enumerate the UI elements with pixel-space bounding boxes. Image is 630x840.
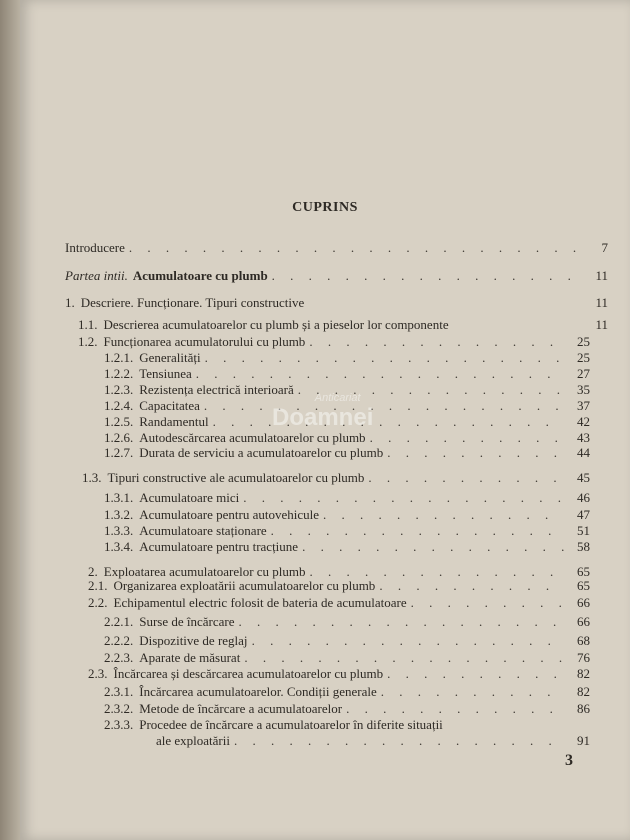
toc-entry-number: 1.3. — [82, 470, 102, 485]
toc-leader-dots — [213, 414, 564, 430]
toc-entry-page: 44 — [577, 445, 590, 460]
toc-entry-page: 11 — [595, 295, 608, 310]
toc-entry — [104, 614, 590, 630]
toc-entry-page: 7 — [601, 240, 608, 255]
toc-entry — [104, 430, 590, 446]
toc-entry-page: 66 — [577, 595, 590, 610]
toc-entry-number: 2.2. — [88, 595, 108, 610]
toc-entry-page: 43 — [577, 430, 590, 445]
toc-entry-title: Organizarea exploatării acumulatoarelor cu plumb — [113, 578, 376, 593]
toc-entry-number: 2.3.2. — [104, 701, 134, 716]
toc-leader-dots — [234, 733, 564, 749]
watermark-logo — [272, 392, 373, 432]
toc-leader-dots — [323, 507, 564, 523]
toc-entry-number: 1.2.7. — [104, 445, 134, 460]
toc-entry-page: 68 — [577, 633, 590, 648]
toc-entry-number: 2.3.1. — [104, 684, 134, 699]
toc-entry-title: Încărcarea și descărcarea acumulatoarelor cu plumb — [113, 666, 384, 681]
toc-entry-number: 2.2.3. — [104, 650, 134, 665]
toc-entry — [104, 539, 590, 555]
toc-entry-page: 65 — [577, 578, 590, 593]
toc-entry-number: 1.2.6. — [104, 430, 134, 445]
toc-leader-dots — [244, 650, 564, 666]
toc-entry-page: 51 — [577, 523, 590, 538]
toc-entry-number: 2.1. — [88, 578, 108, 593]
toc-entry — [65, 240, 608, 256]
toc-title: CUPRINS — [292, 200, 358, 215]
toc-entry-title: Aparate de măsurat — [139, 650, 241, 665]
toc-entry-number: 1. — [65, 295, 75, 310]
toc-entry — [65, 268, 608, 284]
toc-entry — [104, 717, 590, 733]
toc-leader-dots — [239, 614, 564, 630]
toc-entry — [88, 666, 590, 682]
watermark-line1: Anticariat — [314, 392, 361, 404]
toc-entry — [104, 523, 590, 539]
toc-leader-dots — [387, 666, 564, 682]
toc-entry-page: 66 — [577, 614, 590, 629]
toc-entry-page: 91 — [577, 733, 590, 748]
toc-entry-title: Acumulatoare cu plumb — [132, 268, 268, 283]
toc-entry-title: Tensiunea — [139, 366, 192, 381]
toc-entry-title: Acumulatoare mici — [139, 490, 240, 505]
toc-entry — [156, 733, 590, 749]
toc-entry-title: Capacitatea — [139, 398, 200, 413]
toc-entry-page: 82 — [577, 684, 590, 699]
toc-leader-dots — [205, 350, 564, 366]
toc-entry-title: Procedee de încărcare a acumulatoarelor în diferite situații — [139, 717, 443, 732]
toc-entry — [78, 334, 590, 350]
toc-entry-number: 1.2.4. — [104, 398, 134, 413]
toc-leader-dots — [381, 684, 564, 700]
toc-entry — [104, 684, 590, 700]
toc-entry-number: 2.3.3. — [104, 717, 134, 732]
toc-entry-number: 1.2.5. — [104, 414, 134, 429]
toc-entry-title: Echipamentul electric folosit de bateria de acumulatoare — [113, 595, 407, 610]
toc-entry-page: 46 — [577, 490, 590, 505]
book-spine-shadow — [0, 0, 20, 840]
toc-entry-number: 1.1. — [78, 317, 98, 332]
toc-entry-page: 82 — [577, 666, 590, 681]
toc-leader-dots — [387, 445, 564, 461]
toc-entry-page: 37 — [577, 398, 590, 413]
toc-entry-number: 2.3. — [88, 666, 108, 681]
toc-entry-title: Generalități — [139, 350, 201, 365]
toc-entry-page: 35 — [577, 382, 590, 397]
toc-entry-page: 42 — [577, 414, 590, 429]
toc-entry-number: 1.2.3. — [104, 382, 134, 397]
toc-entry-title: Funcționarea acumulatorului cu plumb — [103, 334, 306, 349]
toc-entry-title: Descrierea acumulatoarelor cu plumb și a pieselor lor componente — [103, 317, 449, 332]
toc-entry-title: Autodescărcarea acumulatoarelor cu plumb — [139, 430, 366, 445]
toc-entry-page: 27 — [577, 366, 590, 381]
toc-entry-page: 11 — [595, 317, 608, 332]
book-page — [20, 0, 630, 840]
toc-entry — [88, 595, 590, 611]
toc-entry-number: 1.2. — [78, 334, 98, 349]
toc-entry-title: Acumulatoare pentru autovehicule — [139, 507, 320, 522]
toc-entry-number: 2. — [88, 564, 98, 579]
toc-entry — [78, 317, 608, 333]
toc-entry-number: 1.3.1. — [104, 490, 134, 505]
toc-entry — [104, 366, 590, 382]
toc-leader-dots — [368, 470, 564, 486]
toc-entry-title: Rezistența electrică interioară — [139, 382, 294, 397]
toc-leader-dots — [243, 490, 564, 506]
toc-leader-dots — [204, 398, 564, 414]
toc-entry-page: 86 — [577, 701, 590, 716]
toc-entry-number: 1.3.2. — [104, 507, 134, 522]
toc-entry — [65, 295, 608, 311]
toc-entry-page: 25 — [577, 334, 590, 349]
toc-entry — [82, 470, 590, 486]
toc-entry-page: 11 — [595, 268, 608, 283]
toc-leader-dots — [252, 633, 564, 649]
toc-entry-page: 45 — [577, 470, 590, 485]
toc-entry-page: 65 — [577, 564, 590, 579]
toc-leader-dots — [196, 366, 564, 382]
toc-entry — [104, 445, 590, 461]
toc-leader-dots — [129, 240, 582, 256]
toc-entry-title: Randamentul — [139, 414, 209, 429]
toc-leader-dots — [309, 334, 564, 350]
toc-entry-number: 2.2.2. — [104, 633, 134, 648]
toc-leader-dots — [379, 578, 564, 594]
toc-entry — [88, 578, 590, 594]
toc-entry — [104, 701, 590, 717]
page-number: 3 — [565, 752, 573, 769]
toc-entry-number: 1.3.3. — [104, 523, 134, 538]
toc-entry-title: Exploatarea acumulatoarelor cu plumb — [103, 564, 306, 579]
toc-entry-title: Durata de serviciu a acumulatoarelor cu plumb — [139, 445, 384, 460]
toc-entry-title: ale exploatării — [156, 733, 230, 748]
toc-entry-title: Acumulatoare staționare — [139, 523, 267, 538]
toc-entry-title: Încărcarea acumulatoarelor. Condiții generale — [139, 684, 377, 699]
toc-entry-number: 1.2.2. — [104, 366, 134, 381]
toc-entry-page: 76 — [577, 650, 590, 665]
toc-entry-page: 58 — [577, 539, 590, 554]
toc-entry-page: 47 — [577, 507, 590, 522]
toc-entry-title: Introducere — [65, 240, 125, 255]
toc-entry-number: 2.2.1. — [104, 614, 134, 629]
toc-entry — [104, 650, 590, 666]
toc-leader-dots — [370, 430, 564, 446]
watermark-line2: Doamnei — [272, 404, 374, 431]
toc-entry-title: Acumulatoare pentru tracțiune — [139, 539, 299, 554]
toc-leader-dots — [302, 539, 564, 555]
toc-entry — [104, 633, 590, 649]
toc-leader-dots — [346, 701, 564, 717]
toc-entry-number: 1.2.1. — [104, 350, 134, 365]
toc-entry-title: Descriere. Funcționare. Tipuri constructive — [80, 295, 305, 310]
toc-leader-dots — [271, 523, 564, 539]
toc-leader-dots — [272, 268, 582, 284]
toc-entry-number: 1.3.4. — [104, 539, 134, 554]
toc-leader-dots — [411, 595, 564, 611]
toc-entry-title: Dispozitive de reglaj — [139, 633, 248, 648]
toc-entry-title: Tipuri constructive ale acumulatoarelor cu plumb — [107, 470, 365, 485]
toc-entry — [104, 507, 590, 523]
toc-entry-title: Metode de încărcare a acumulatoarelor — [139, 701, 343, 716]
toc-entry-title: Surse de încărcare — [139, 614, 235, 629]
toc-entry-prefix: Partea intii. — [65, 268, 128, 283]
toc-entry — [104, 490, 590, 506]
toc-entry — [104, 350, 590, 366]
toc-entry-page: 25 — [577, 350, 590, 365]
